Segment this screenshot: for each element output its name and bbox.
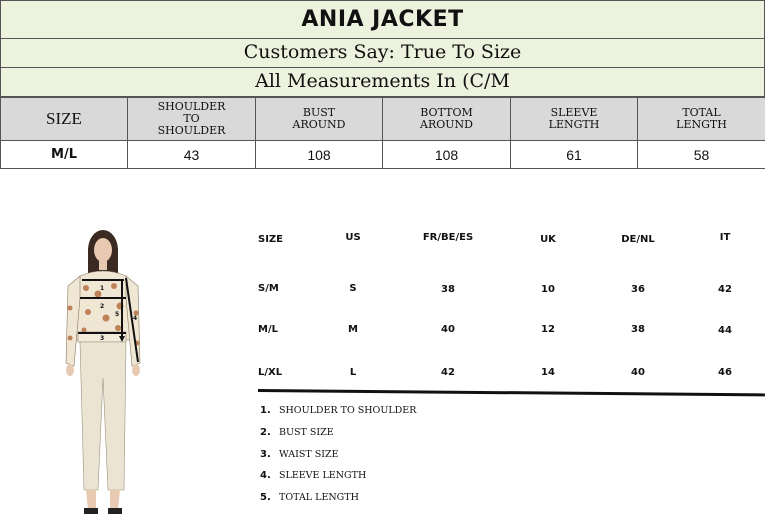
chart-row-sm-fr: 38	[441, 284, 455, 295]
chart-row-lxl-fr: 42	[441, 367, 455, 378]
legend-text: SLEEVE LENGTH	[279, 470, 367, 482]
marker-3: 3	[100, 335, 105, 342]
measurement-table	[0, 97, 765, 169]
legend-item	[260, 487, 416, 509]
legend-item	[260, 443, 416, 465]
cell-total-length: 58	[638, 141, 765, 169]
chart-row-lxl-size: L/XL	[258, 367, 283, 378]
chart-row-sm-it: 42	[718, 284, 732, 295]
chart-row-sm-us: S	[349, 283, 357, 294]
chart-header-us: US	[345, 232, 361, 243]
header-sleeve: SLEEVE LENGTH	[511, 98, 638, 141]
cell-size: M/L	[1, 141, 128, 169]
customers-say-note: Customers Say: True To Size	[0, 39, 765, 68]
chart-header-fr: FR/BE/ES	[422, 232, 474, 243]
chart-row-ml-us: M	[348, 324, 358, 335]
measurement-row	[1, 141, 765, 169]
model-figure-image	[58, 228, 150, 518]
chart-header-it: IT	[719, 232, 731, 243]
legend-number: 2.	[260, 427, 271, 439]
chart-row-ml-fr: 40	[441, 324, 455, 335]
chart-row-sm-size: S/M	[258, 283, 279, 294]
header-bust: BUST AROUND	[256, 98, 383, 141]
legend-text: WAIST SIZE	[279, 448, 339, 460]
chart-header-uk: UK	[540, 234, 556, 245]
cell-shoulder: 43	[128, 141, 256, 169]
legend-text: TOTAL LENGTH	[279, 492, 359, 504]
legend-number: 3.	[260, 448, 271, 460]
marker-1: 1	[100, 285, 105, 292]
product-title: ANIA JACKET	[0, 0, 765, 39]
chart-row-lxl-us: L	[349, 367, 357, 378]
header-total-length: TOTAL LENGTH	[638, 98, 765, 141]
marker-5: 5	[115, 311, 120, 318]
chart-row-ml-size: M/L	[258, 324, 278, 335]
header-size: SIZE	[1, 98, 128, 141]
legend-number: 5.	[260, 492, 271, 504]
legend-number: 4.	[260, 470, 271, 482]
measurement-header-row	[1, 98, 765, 141]
chart-row-lxl-de: 40	[631, 367, 645, 378]
legend-text: SHOULDER TO SHOULDER	[279, 405, 417, 417]
marker-4: 4	[133, 315, 138, 322]
chart-row-ml-de: 38	[631, 324, 645, 335]
measurement-legend	[260, 400, 416, 508]
legend-text: BUST SIZE	[279, 427, 334, 439]
cell-bust: 108	[256, 141, 383, 169]
chart-header-size: SIZE	[258, 234, 284, 245]
chart-row-lxl-uk: 14	[541, 367, 555, 378]
legend-item	[260, 422, 416, 444]
measurement-units-note: All Measurements In (C/M	[0, 68, 765, 97]
cell-bottom: 108	[383, 141, 511, 169]
cell-sleeve: 61	[511, 141, 638, 169]
chart-row-lxl-it: 46	[718, 367, 732, 378]
legend-item	[260, 400, 416, 422]
legend-number: 1.	[260, 405, 271, 417]
chart-row-sm-uk: 10	[541, 284, 555, 295]
size-conversion-chart	[258, 228, 765, 398]
chart-header-de: DE/NL	[621, 234, 655, 245]
header-shoulder: SHOULDER TO SHOULDER	[128, 98, 256, 141]
chart-row-ml-uk: 12	[541, 324, 555, 335]
marker-2: 2	[100, 303, 105, 310]
chart-row-sm-de: 36	[631, 284, 645, 295]
chart-row-ml-it: 44	[718, 325, 732, 336]
header-bottom: BOTTOM AROUND	[383, 98, 511, 141]
legend-item	[260, 465, 416, 487]
